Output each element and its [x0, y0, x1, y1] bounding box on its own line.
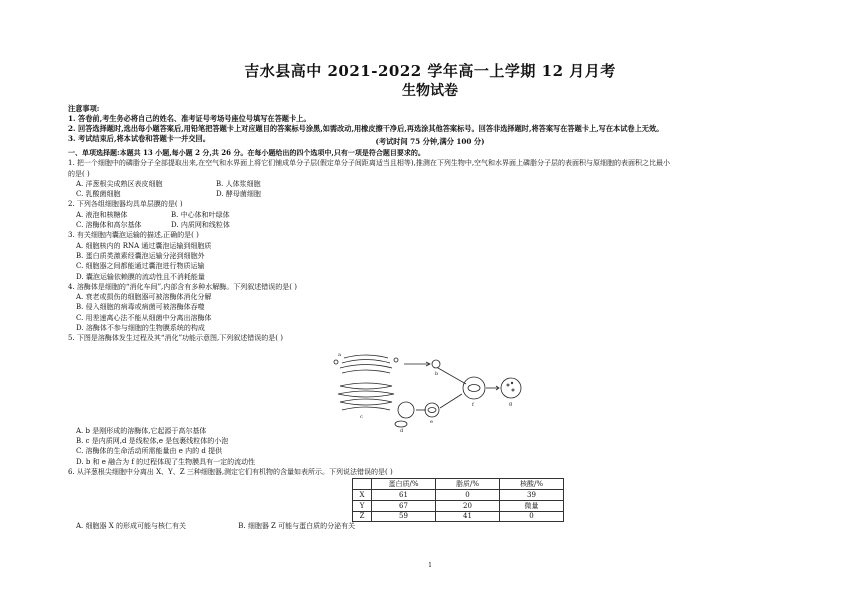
- arrow-b-to-f: [438, 368, 466, 384]
- q2-option-d: D. 内质网和线粒体: [171, 221, 230, 230]
- q3-stem: 3. 有关细胞内囊泡运输的描述,正确的是( ): [68, 231, 199, 240]
- table-row: [353, 500, 564, 511]
- notes-item-2: 2. 回答选择题时,选出每小题答案后,用铅笔把答题卡上对应题目的答案标号涂黑,如需改动,用橡皮擦干净后,再选涂其他答案标号。回答非选择题时,将答案写在答题卡上,写在本试卷上无效。: [68, 124, 664, 133]
- table-cell: Z: [353, 511, 372, 522]
- q3-option-a: A. 细胞核内的 RNA 通过囊泡运输到细胞质: [76, 241, 212, 250]
- notes-item-3: 3. 考试结束后,将本试卷和答题卡一并交回。: [68, 134, 210, 143]
- q2-option-c: C. 溶酶体和高尔基体: [76, 221, 142, 230]
- autolysosome-f: [463, 377, 485, 399]
- er-membrane: [340, 399, 392, 405]
- table-cell: 61: [372, 490, 436, 501]
- lysosome-b: [432, 360, 440, 368]
- table-cell: 59: [372, 511, 436, 522]
- notes-heading: 注意事项:: [68, 104, 100, 113]
- q4-option-d: D. 溶酶体不参与细胞的生物膜系统的构成: [76, 324, 205, 333]
- vesicle-c: [398, 402, 414, 418]
- exam-title: 吉水县高中 2021-2022 学年高一上学期 12 月月考: [244, 62, 616, 80]
- table-cell: 0: [436, 490, 500, 501]
- label-d: d: [400, 428, 404, 432]
- q1-stem: 1. 把一个细胞中的磷脂分子全部提取出来,在空气和水界面上将它们铺成单分子层(假定单分子间距离适当且相等),推测在下列生物中,空气和水界面上磷脂分子层的表面积与原细胞的表面积之比最小: [68, 159, 671, 168]
- q1-options-row1: [68, 179, 798, 189]
- golgi-cisterna: [342, 370, 390, 373]
- arrow-e-to-f: [440, 394, 462, 408]
- notes-item-1: 1. 答卷前,考生务必将自己的姓名、准考证号考场号座位号填写在答题卡上。: [68, 114, 311, 123]
- vesicle: [394, 358, 398, 362]
- table-row: [353, 490, 564, 501]
- table-header-cell: 核酸/%: [500, 479, 564, 490]
- table-cell: 微量: [500, 500, 564, 511]
- table-cell: 0: [500, 511, 564, 522]
- section-heading: 一、单项选择题:本题共 13 小题,每小题 2 分,共 26 分。在每小题给出的四个选项中,只有一项是符合题目要求的。: [68, 148, 425, 157]
- q1-option-d: D. 酵母菌细胞: [216, 190, 261, 199]
- q4-option-c: C. 用差速离心法不能从细菌中分离出溶酶体: [76, 313, 212, 322]
- q1-option-c: C. 乳酸菌细胞: [76, 190, 121, 199]
- page-number: 1: [428, 562, 432, 569]
- q5-option-d: D. b 和 e 融合为 f 的过程体现了生物膜具有一定的流动性: [76, 457, 256, 466]
- golgi-cisterna: [344, 355, 388, 358]
- table-cell: 67: [372, 500, 436, 511]
- table-cell: Y: [353, 500, 372, 511]
- q4-option-b: B. 侵入细胞的病毒或病菌可被溶酶体吞噬: [76, 303, 205, 312]
- er-membrane: [340, 383, 392, 389]
- table-header-cell: [353, 479, 372, 490]
- lysosome-diagram: [326, 352, 526, 432]
- q2-options-row2: [68, 220, 798, 230]
- q4-option-a: A. 衰老或损伤的细胞器可被溶酶体消化分解: [76, 293, 212, 302]
- q2-option-b: B. 中心体和叶绿体: [171, 210, 230, 219]
- q3-option-d: D. 囊泡运输依赖膜的流动性且不消耗能量: [76, 272, 205, 281]
- q5-stem: 5. 下图是溶酶体发生过程及其“消化”功能示意图,下列叙述错误的是( ): [68, 334, 283, 343]
- golgi-cisterna: [340, 365, 392, 369]
- table-row: [353, 511, 564, 522]
- q2-options-row1: [68, 210, 798, 220]
- er-membrane: [342, 407, 390, 410]
- q1-option-b: B. 人体浆细胞: [216, 179, 261, 188]
- table-cell: 41: [436, 511, 500, 522]
- label-g: g: [509, 401, 513, 407]
- q6-stem: 6. 从洋葱根尖细胞中分离出 X、Y、Z 三种细胞器,测定它们有机物的含量如表所示。下列说法错误的是( ): [68, 467, 393, 476]
- er-membrane: [338, 391, 394, 397]
- q5-option-b: B. c 是内质网,d 是线粒体,e 是包裹线粒体的小泡: [76, 436, 229, 445]
- q1-options-row2: [68, 189, 798, 199]
- label-b: b: [435, 371, 439, 377]
- vesicle-e: [425, 403, 439, 417]
- golgi-cisterna: [342, 360, 390, 364]
- exam-subtitle: 生物试卷: [402, 83, 458, 99]
- label-c: c: [360, 414, 363, 420]
- exam-info: (考试时间 75 分钟,满分 100 分): [375, 137, 485, 146]
- q1-stem-end: 的是( ): [68, 169, 90, 178]
- residual-body-g: [501, 378, 521, 398]
- q6-option-a: A. 细胞器 X 的形成可能与核仁有关: [76, 522, 186, 530]
- table-header-cell: 蛋白质/%: [372, 479, 436, 490]
- q1-option-a: A. 洋葱根尖成熟区表皮细胞: [76, 179, 163, 188]
- table-header-cell: 脂质/%: [436, 479, 500, 490]
- table-header-row: [353, 479, 564, 490]
- table-cell: X: [353, 490, 372, 501]
- label-a: a: [338, 352, 341, 358]
- q2-stem: 2. 下列各组细胞器均具单层膜的是( ): [68, 200, 183, 209]
- q2-option-a: A. 液泡和核糖体: [76, 210, 128, 219]
- mitochondrion-d: [395, 421, 407, 427]
- q4-stem: 4. 溶酶体是细胞的“消化车间”,内部含有多种水解酶。下列叙述错误的是( ): [68, 282, 297, 291]
- vesicle: [334, 360, 338, 364]
- label-f: f: [472, 402, 474, 408]
- q6-options: [76, 521, 355, 531]
- q3-option-b: B. 蛋白质类激素经囊泡运输分泌到细胞外: [76, 251, 205, 260]
- label-e: e: [430, 419, 433, 425]
- table-cell: 39: [500, 490, 564, 501]
- table-cell: 20: [436, 500, 500, 511]
- q6-table: [352, 478, 564, 522]
- q5-option-c: C. 溶酶体的生命活动所需能量由 e 内的 d 提供: [76, 447, 223, 456]
- q3-option-c: C. 细胞器之间都能通过囊泡进行物质运输: [76, 262, 205, 271]
- q6-option-b: B. 细胞器 Z 可能与蛋白质的分泌有关: [238, 522, 356, 530]
- q5-option-a: A. b 是刚形成的溶酶体,它起源于高尔基体: [76, 426, 207, 435]
